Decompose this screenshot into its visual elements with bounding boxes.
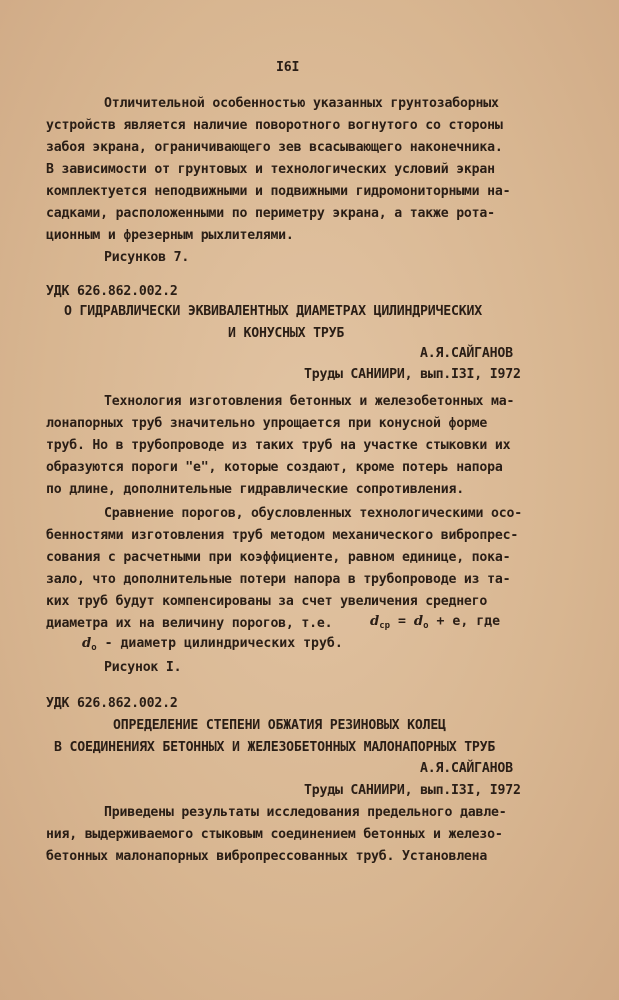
formula-rhs-sub: о: [423, 621, 429, 631]
article2-udk: УДК 626.862.002.2: [46, 696, 178, 711]
article1-title-line2: И КОНУСНЫХ ТРУБ: [228, 326, 345, 341]
intro-line: Отличительной особенностью указанных грунтозаборных: [104, 96, 499, 111]
definition-symbol: d: [82, 636, 92, 651]
article1-para2-line: ких труб будут компенсированы за счет увеличения среднего: [46, 594, 488, 609]
article2-title-line2: В СОЕДИНЕНИЯХ БЕТОННЫХ И ЖЕЛЕЗОБЕТОННЫХ МАЛОНАПОРНЫХ ТРУБ: [54, 740, 496, 755]
article2-para1-line: бетонных малонапорных вибропрессованных труб. Установлена: [46, 849, 488, 864]
diameter-definition: [82, 636, 343, 656]
article1-para1-line: Технология изготовления бетонных и железобетонных ма-: [104, 394, 515, 409]
formula-lhs-sub: ср: [379, 621, 391, 631]
article2-author: А.Я.САЙГАНОВ: [420, 761, 513, 776]
article1-para2-line: Сравнение порогов, обусловленных технологическими осо-: [104, 506, 522, 521]
page-number: I6I: [276, 60, 300, 75]
definition-text: - диаметр цилиндрических труб.: [96, 636, 343, 651]
article1-para1-line: лонапорных труб значительно упрощается при конусной форме: [46, 416, 488, 431]
intro-line: устройств является наличие поворотного вогнутого со стороны: [46, 118, 503, 133]
definition-symbol-sub: о: [91, 643, 97, 653]
intro-line: ционным и фрезерным рыхлителями.: [46, 228, 294, 243]
article1-udk: УДК 626.862.002.2: [46, 284, 178, 299]
formula-lhs: d: [370, 614, 380, 629]
article2-para1-line: ния, выдерживаемого стыковым соединением бетонных и железо-: [46, 827, 503, 842]
intro-line: комплектуется неподвижными и подвижными гидромониторными на-: [46, 184, 511, 199]
formula-plus: + e: [428, 614, 461, 629]
intro-line: В зависимости от грунтовых и технологических условий экран: [46, 162, 495, 177]
formula-rhs: d: [413, 614, 424, 629]
article1-para2-line: бенностями изготовления труб методом механического вибропрес-: [46, 528, 519, 543]
article2-title-line1: ОПРЕДЕЛЕНИЕ СТЕПЕНИ ОБЖАТИЯ РЕЗИНОВЫХ КОЛЕЦ: [113, 718, 446, 733]
formula-where: , где: [460, 614, 501, 629]
article1-figures: Рисунок I.: [104, 660, 182, 675]
article1-para2-line: зало, что дополнительные потери напора в трубопроводе из та-: [46, 572, 511, 587]
article1-source: Труды САНИИРИ, вып.I3I, I972: [304, 367, 521, 382]
article1-title-line1: О ГИДРАВЛИЧЕСКИ ЭКВИВАЛЕНТНЫХ ДИАМЕТРАХ ЦИЛИНДРИЧЕСКИХ: [64, 304, 482, 319]
formula-eq: =: [390, 614, 414, 629]
article1-para1-line: по длине, дополнительные гидравлические сопротивления.: [46, 482, 464, 497]
intro-line: садками, расположенными по периметру экрана, а также рота-: [46, 206, 495, 221]
article1-para2-line: сования с расчетными при коэффициенте, равном единице, пока-: [46, 550, 511, 565]
article1-para1-line: образуются пороги "e", которые создают, кроме потерь напора: [46, 460, 503, 475]
article1-para2-line: диаметра их на величину порогов, т.е.: [46, 616, 333, 631]
intro-figures: Рисунков 7.: [104, 250, 190, 265]
article1-author: А.Я.САЙГАНОВ: [420, 346, 513, 361]
intro-line: забоя экрана, ограничивающего зев всасывающего наконечника.: [46, 140, 503, 155]
equivalent-diameter-formula: [370, 614, 500, 634]
article2-para1-line: Приведены результаты исследования предельного давле-: [104, 805, 507, 820]
article1-para1-line: труб. Но в трубопроводе из таких труб на участке стыковки их: [46, 438, 511, 453]
article2-source: Труды САНИИРИ, вып.I3I, I972: [304, 783, 521, 798]
